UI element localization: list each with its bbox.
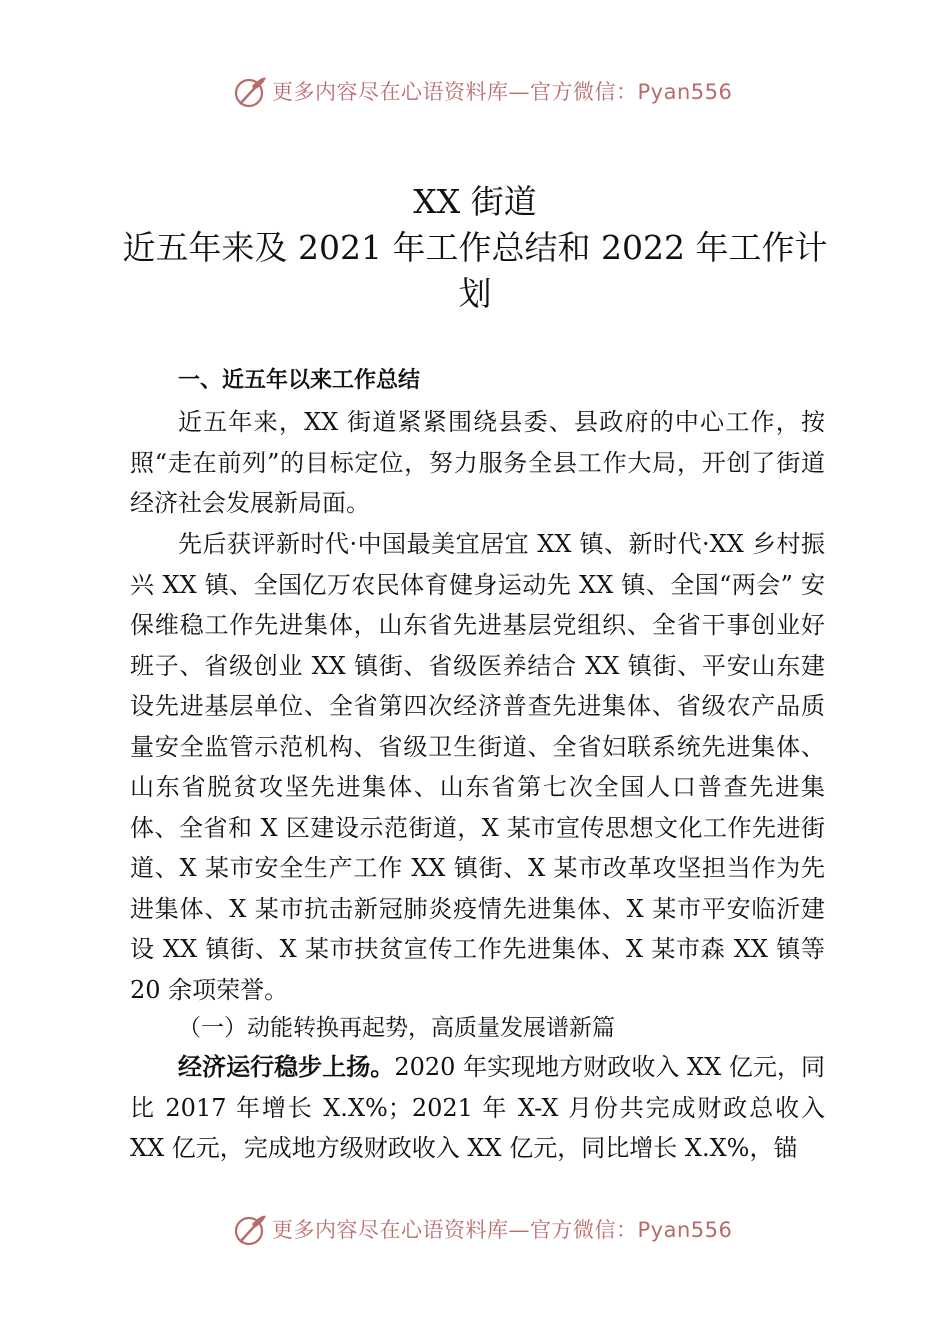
watermark-text: 更多内容尽在心语资料库—官方微信：Pyan556: [272, 1218, 733, 1242]
document-title-line1: XX 街道: [413, 182, 537, 221]
paragraph-honors: 先后获评新时代·中国最美宜居宜 XX 镇、新时代·XX 乡村振兴 XX 镇、全国亿万农民体育健身运动先 XX 镇、全国“两会” 安保维稳工作先进集体，山东省先进基层党组织、全省干事创业好班子、省级创业 XX 镇街、省级医养结合 XX 镇街、平安山东建设先进基层单位、全省第四次经济普查先进集体、省级农产品质量安全监管示范机构、省级卫生街道、全省妇联系统先进集体、山东省脱贫攻坚先进集体、山东省第七次全国人口普查先进集体、全省和 X 区建设示范街道，X 某市宣传思想文化工作先进街道、X 某市安全生产工作 XX 镇街、X 某市改革攻坚担当作为先进集体、X 某市抗击新冠肺炎疫情先进集体、X 某市平安临沂建设 XX 镇街、X 某市扶贫宣传工作先进集体、X 某市森 XX 镇等 20 余项荣誉。: [130, 530, 825, 1004]
watermark-banner-top: [0, 72, 950, 112]
watermark-text: 更多内容尽在心语资料库—官方微信：Pyan556: [272, 80, 733, 104]
paragraph-lead: 经济运行稳步上扬。: [178, 1053, 395, 1081]
watermark-banner-bottom: [0, 1210, 950, 1250]
section-heading: 一、近五年以来工作总结: [178, 368, 421, 393]
paragraph-body: 2020 年实现地方财政收入 XX 亿元，同比 2017 年增长 X.X%；2021 年 X-X 月份共完成财政总收入 XX 亿元，完成地方级财政收入 XX 亿元，同比增长 X.X%，锚: [130, 1053, 826, 1162]
quill-logo-icon: [232, 74, 268, 110]
paragraph-intro: 近五年来，XX 街道紧紧围绕县委、县政府的中心工作，按照“走在前列”的目标定位，努力服务全县工作大局，开创了街道经济社会发展新局面。: [130, 408, 825, 517]
quill-logo-icon: [232, 1212, 268, 1248]
wechat-id: Pyan556: [637, 80, 733, 104]
paragraph-economy: [130, 1047, 825, 1169]
wechat-id: Pyan556: [637, 1218, 733, 1242]
subsection-heading: （一）动能转换再起势，高质量发展谱新篇: [178, 1015, 615, 1041]
document-title-line3: 划: [458, 274, 492, 313]
document-title-line2: 近五年来及 2021 年工作总结和 2022 年工作计: [122, 228, 828, 267]
